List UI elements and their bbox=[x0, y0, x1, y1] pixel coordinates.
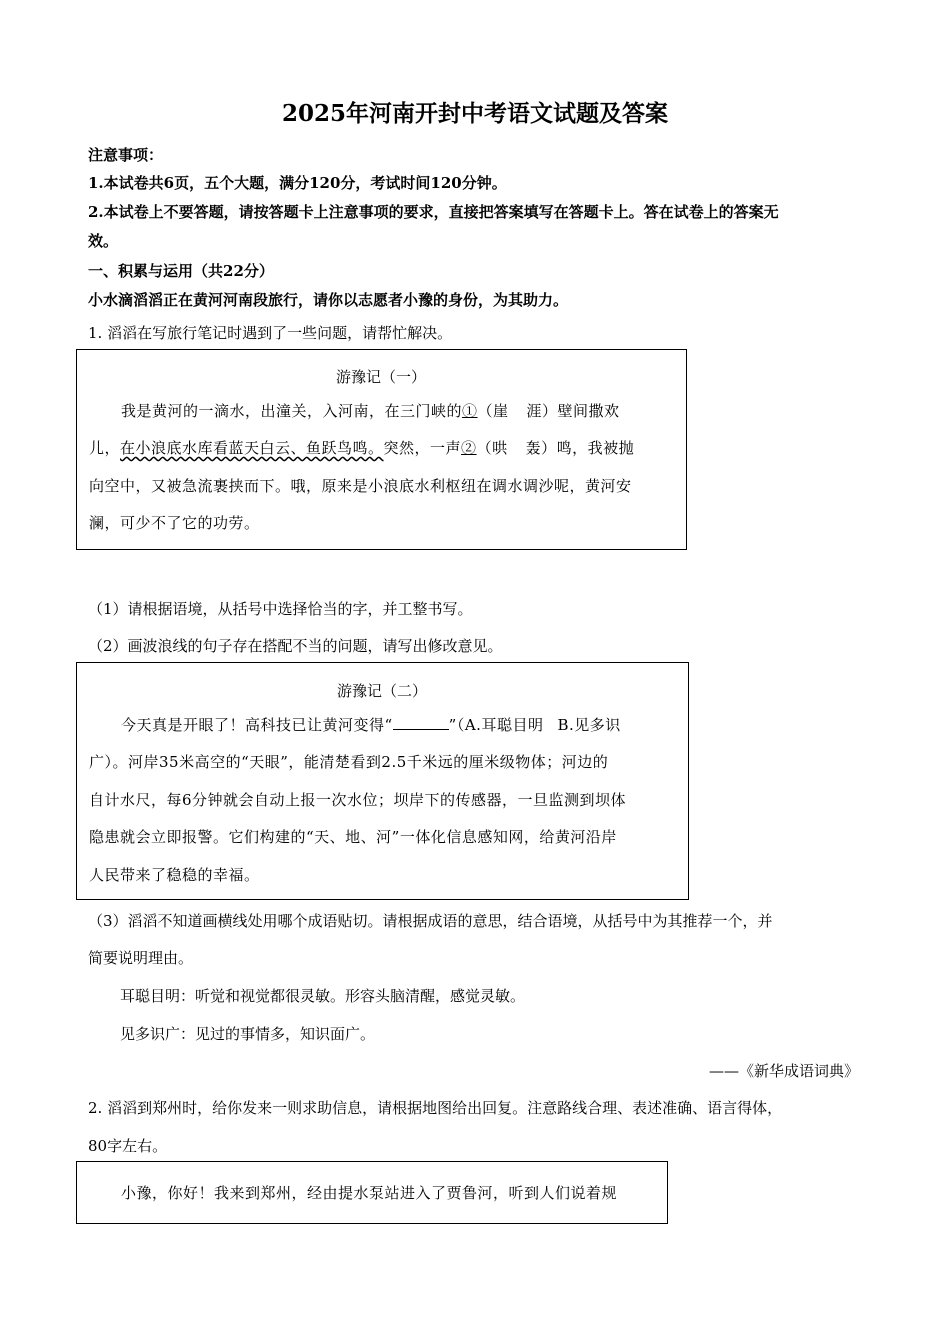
notes-heading: 注意事项： bbox=[88, 146, 164, 164]
question-1-stem: 1. 滔滔在写旅行笔记时遇到了一些问题，请帮忙解决。 bbox=[88, 324, 453, 342]
question-2-stem-line-2: 80字左右。 bbox=[88, 1137, 168, 1155]
travel-note-2-title: 游豫记（二） bbox=[336, 682, 427, 700]
question-2-stem-line-1: 2. 滔滔到郑州时，给你发来一则求助信息，请根据地图给出回复。注意路线合理、表述准确、语言得体， bbox=[88, 1099, 783, 1117]
notes-item-1: 1.本试卷共6页，五个大题，满分120分，考试时间120分钟。 bbox=[88, 174, 507, 192]
travel-note-box-1 bbox=[76, 349, 687, 550]
idiom-definition-2: 见多识广：见过的事情多，知识面广。 bbox=[120, 1025, 376, 1043]
section-1-intro: 小水滴滔滔正在黄河河南段旅行，请你以志愿者小豫的身份，为其助力。 bbox=[88, 291, 569, 309]
notes-item-2-line-1: 2.本试卷上不要答题，请按答题卡上注意事项的要求，直接把答案填写在答题卡上。答在试卷上的答案无 bbox=[88, 203, 779, 221]
section-1-heading: 一、积累与运用（共22分） bbox=[88, 262, 274, 280]
help-message-line-1: 小豫，你好！我来到郑州，经由提水泵站进入了贾鲁河，听到人们说着规 bbox=[121, 1184, 618, 1202]
travel-note-1-line-3: 向空中，又被急流裹挟而下。哦，原来是小浪底水利枢纽在调水调沙呢，黄河安 bbox=[89, 477, 632, 495]
travel-note-2-line-3: 自计水尺，每6分钟就会自动上报一次水位；坝岸下的传感器，一旦监测到坝体 bbox=[89, 791, 627, 809]
help-message-box bbox=[76, 1161, 668, 1224]
page-title: 2025年河南开封中考语文试题及答案 bbox=[281, 100, 668, 127]
travel-note-1-line-4: 澜，可少不了它的功劳。 bbox=[89, 514, 260, 532]
travel-note-2-line-1: 今天真是开眼了！高科技已让黄河变得“ ”（A.耳聪目明 B.见多识 bbox=[121, 716, 621, 734]
notes-item-2-line-2: 效。 bbox=[88, 232, 119, 250]
travel-note-2-line-5: 人民带来了稳稳的幸福。 bbox=[89, 866, 260, 884]
wavy-underlined-sentence: 在小浪底水库看蓝天白云、鱼跃鸟鸣。 bbox=[120, 439, 384, 457]
travel-note-2-line-4: 隐患就会立即报警。它们构建的“天、地、河”一体化信息感知网，给黄河沿岸 bbox=[89, 828, 617, 846]
dictionary-source: ——《新华成语词典》 bbox=[708, 1062, 859, 1080]
travel-note-1-line-2: 儿，在小浪底水库看蓝天白云、鱼跃鸟鸣。突然，一声②（哄 轰）鸣，我被抛 bbox=[89, 439, 635, 457]
travel-note-1-title: 游豫记（一） bbox=[335, 368, 426, 386]
blank-marker-1: ① bbox=[462, 402, 478, 420]
travel-note-box-2 bbox=[76, 662, 689, 900]
travel-note-2-line-2: 广）。河岸35米高空的“天眼”，能清楚看到2.5千米远的厘米级物体；河边的 bbox=[89, 753, 609, 771]
question-1-sub-2: （2）画波浪线的句子存在搭配不当的问题，请写出修改意见。 bbox=[88, 637, 503, 655]
question-1-sub-3-line-1: （3）滔滔不知道画横线处用哪个成语贴切。请根据成语的意思，结合语境，从括号中为其推荐一个，并 bbox=[88, 912, 773, 930]
question-1-sub-3-line-2: 简要说明理由。 bbox=[88, 949, 194, 967]
idiom-definition-1: 耳聪目明：听觉和视觉都很灵敏。形容头脑清醒，感觉灵敏。 bbox=[120, 987, 526, 1005]
question-1-sub-1: （1）请根据语境，从括号中选择恰当的字，并工整书写。 bbox=[88, 600, 473, 618]
travel-note-1-line-1: 我是黄河的一滴水，出潼关，入河南，在三门峡的①（崖 涯）壁间撒欢 bbox=[121, 402, 620, 420]
blank-marker-2: ② bbox=[461, 439, 477, 457]
answer-blank bbox=[393, 715, 449, 730]
